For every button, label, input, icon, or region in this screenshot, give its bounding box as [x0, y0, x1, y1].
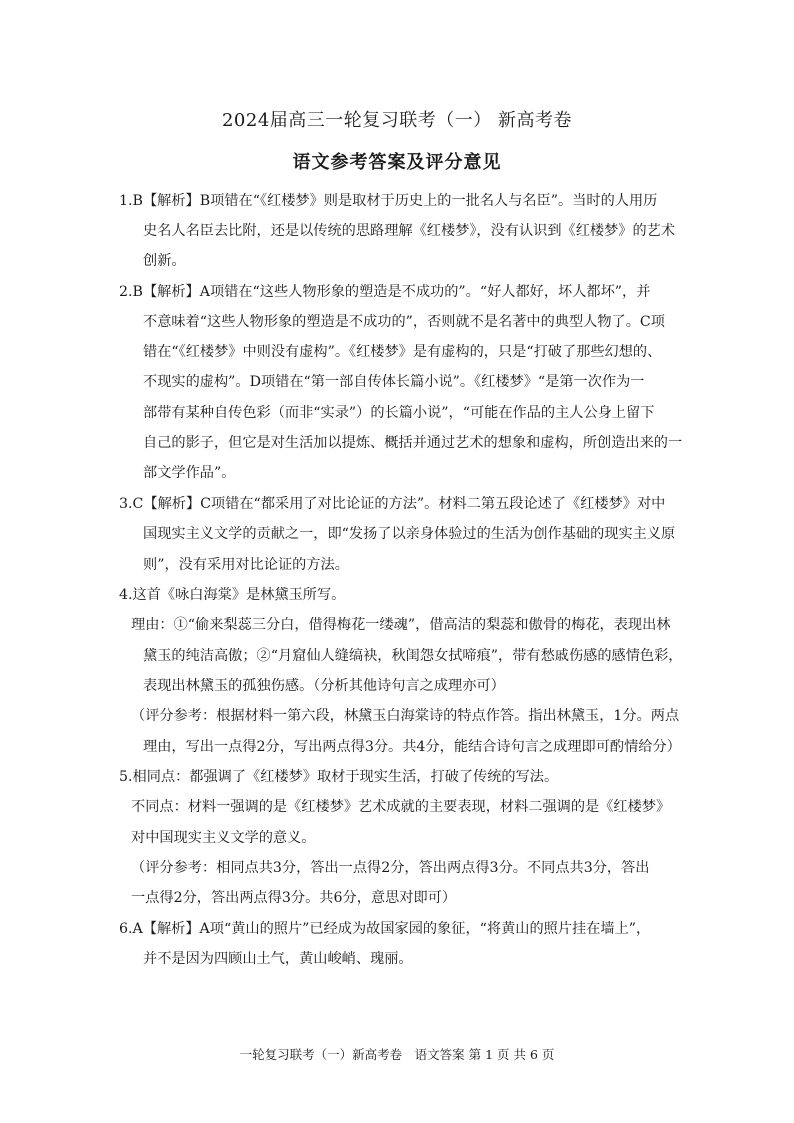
answer-2-line-1: 2.B【解析】A项错在“这些人物形象的塑造是不成功的”。“好人都好，坏人都坏”，并 [119, 284, 651, 300]
answer-1-line-3: 创新。 [143, 253, 186, 269]
answer-6-line-1: 6.A【解析】A项“黄山的照片”已经成为故国家园的象征，“将黄山的照片挂在墙上”， [119, 921, 651, 937]
answer-1-line-1: 1.B【解析】B项错在“《红楼梦》则是取材于历史上的一批名人与名臣”。当时的人用历 [119, 193, 658, 209]
page-footer: 一轮复习联考（一）新高考卷 语文答案 第 1 页 共 6 页 [239, 1047, 555, 1062]
answer-3-line-1: 3.C【解析】C项错在“都采用了对比论证的方法”。材料二第五段论述了《红楼梦》对中 [119, 496, 666, 512]
answer-4-line-2: 理由：①“偷来梨蕊三分白，借得梅花一缕魂”，借高洁的梨蕊和傲骨的梅花，表现出林 [131, 617, 671, 633]
document-title: 2024届高三一轮复习联考（一） 新高考卷 [221, 110, 573, 131]
answer-4-line-1: 4.这首《咏白海棠》是林黛玉所写。 [119, 587, 346, 603]
answer-2-line-6: 自己的影子，但它是对生活加以提炼、概括并通过艺术的想象和虚构，所创造出来的一 [143, 435, 683, 451]
answer-5-line-2: 不同点：材料一强调的是《红楼梦》艺术成就的主要表现，材料二强调的是《红楼梦》 [131, 799, 671, 815]
answer-1-line-2: 史名人名臣去比附，还是以传统的思路理解《红楼梦》，没有认识到《红楼梦》的艺术 [143, 223, 676, 239]
answer-5-line-3: 对中国现实主义文学的意义。 [131, 830, 316, 846]
answer-5-scoring-line-2: 一点得2分，答出两点得3分。共6分，意思对即可） [131, 890, 457, 906]
answer-3-line-2: 国现实主义文学的贡献之一，即“发扬了以亲身体验过的生活为创作基础的现实主义原 [143, 526, 676, 542]
document-subtitle: 语文参考答案及评分意见 [292, 152, 502, 173]
answer-2-line-2: 不意味着“这些人物形象的塑造是不成功的”，否则就不是名著中的典型人物了。C项 [143, 314, 665, 330]
answer-2-line-4: 不现实的虚构”。D项错在“第一部自传体长篇小说”。《红楼梦》“是第一次作为一 [143, 374, 645, 390]
answer-4-scoring-line-2: 理由，写出一点得2分，写出两点得3分。共4分，能结合诗句言之成理即可酌情给分） [143, 739, 681, 755]
answer-4-line-3: 黛玉的纯洁高傲；②“月窟仙人缝缟袂，秋闺怨女拭啼痕”，带有愁戚伤感的感情色彩， [143, 648, 683, 664]
answer-6-line-2: 并不是因为四顾山土气，黄山峻峭、瑰丽。 [143, 951, 413, 967]
answer-5-scoring-line-1: （评分参考：相同点共3分，答出一点得2分，答出两点得3分。不同点共3分，答出 [131, 860, 650, 876]
answer-4-scoring-line-1: （评分参考：根据材料一第六段，林黛玉白海棠诗的特点作答。指出林黛玉，1分。两点 [131, 708, 680, 724]
answer-5-line-1: 5.相同点：都强调了《红楼梦》取材于现实生活，打破了传统的写法。 [119, 769, 559, 785]
answer-2-line-3: 错在“《红楼梦》中则没有虚构”。《红楼梦》是有虚构的，只是“打破了那些幻想的、 [143, 344, 662, 360]
answer-2-line-7: 部文学作品”。 [143, 465, 236, 481]
answer-3-line-3: 则”，没有采用对比论证的方法。 [143, 557, 349, 573]
answer-4-line-4: 表现出林黛玉的孤独伤感。（分析其他诗句言之成理亦可） [143, 678, 505, 694]
answer-2-line-5: 部带有某种自传色彩（而非“实录”）的长篇小说”，“可能在作品的主人公身上留下 [143, 405, 655, 421]
